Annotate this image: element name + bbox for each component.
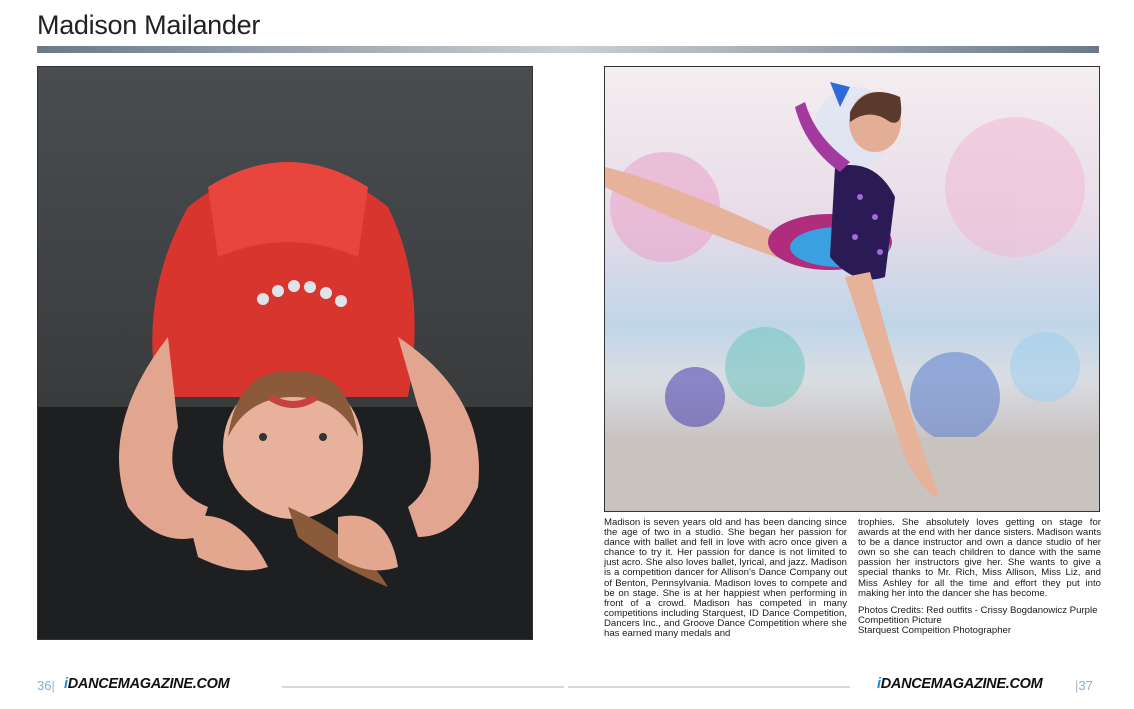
brand-logo-left[interactable] <box>64 676 229 692</box>
brand-logo-right[interactable] <box>877 676 1042 692</box>
page-number-right <box>1075 678 1093 693</box>
footer-divider-left <box>282 686 564 688</box>
article-text-col2: trophies. She absolutely loves getting on stage for awards at the end with her dance sisters. Madison wants to be a dance instructor and own a dance studio of her own so she can teach children to dance with the same passion her instructors give her. She wants to give a special thanks to Mr. Rich, Miss Allison, Miss Liz, and Miss Ashley for all the time and effort they put into making her into the dancer she has become. <box>858 517 1101 599</box>
brand-logo-right-text: DANCEMAGAZINE.COM <box>880 676 1043 692</box>
page-number-left-separator: | <box>51 678 55 693</box>
photo-purple-outfit-dancer <box>604 66 1100 512</box>
article-text-col1: Madison is seven years old and has been dancing since the age of two in a studio. She began her passion for dance with ballet and fell in love with acro once given a chance to try it. Her passion for dance is not limited to just acro. She also loves ballet, lyrical, and jazz. Madison is a competition dancer for Allison's Dance Company out of Benton, Pennsylvania. Madison loves to compete and be on stage. She is at her happiest when performing in front of a crowd. Madison has competed in many competitions including Starquest, ID Dance Competition, Dancers Inc., and Groove Dance Competition where she has earned many medals and <box>604 517 847 640</box>
page-number-right-separator: | <box>1075 678 1079 693</box>
brand-logo-left-text: DANCEMAGAZINE.COM <box>67 676 230 692</box>
credit-line-1: Photos Credits: Red outfits - Crissy Bogdanowicz Purple Competition Picture <box>858 604 1098 626</box>
page-title: Madison Mailander <box>37 10 261 40</box>
photo-credits <box>858 606 1101 636</box>
article-column-1 <box>604 518 847 639</box>
footer-divider-right <box>568 686 850 688</box>
page-number-left <box>37 678 55 693</box>
article-column-2 <box>858 518 1101 636</box>
red-outfit-illustration <box>38 67 532 639</box>
photo-red-outfit-dancer <box>37 66 533 640</box>
page-number-left-value: 36 <box>37 678 52 693</box>
brand-logo-right-i: i <box>877 676 881 692</box>
title-divider <box>37 46 1099 53</box>
purple-outfit-illustration <box>605 67 1099 511</box>
credit-line-2: Starquest Compeition Photographer <box>858 624 1012 636</box>
brand-logo-left-i: i <box>64 676 68 692</box>
page-number-right-value: 37 <box>1078 678 1093 693</box>
